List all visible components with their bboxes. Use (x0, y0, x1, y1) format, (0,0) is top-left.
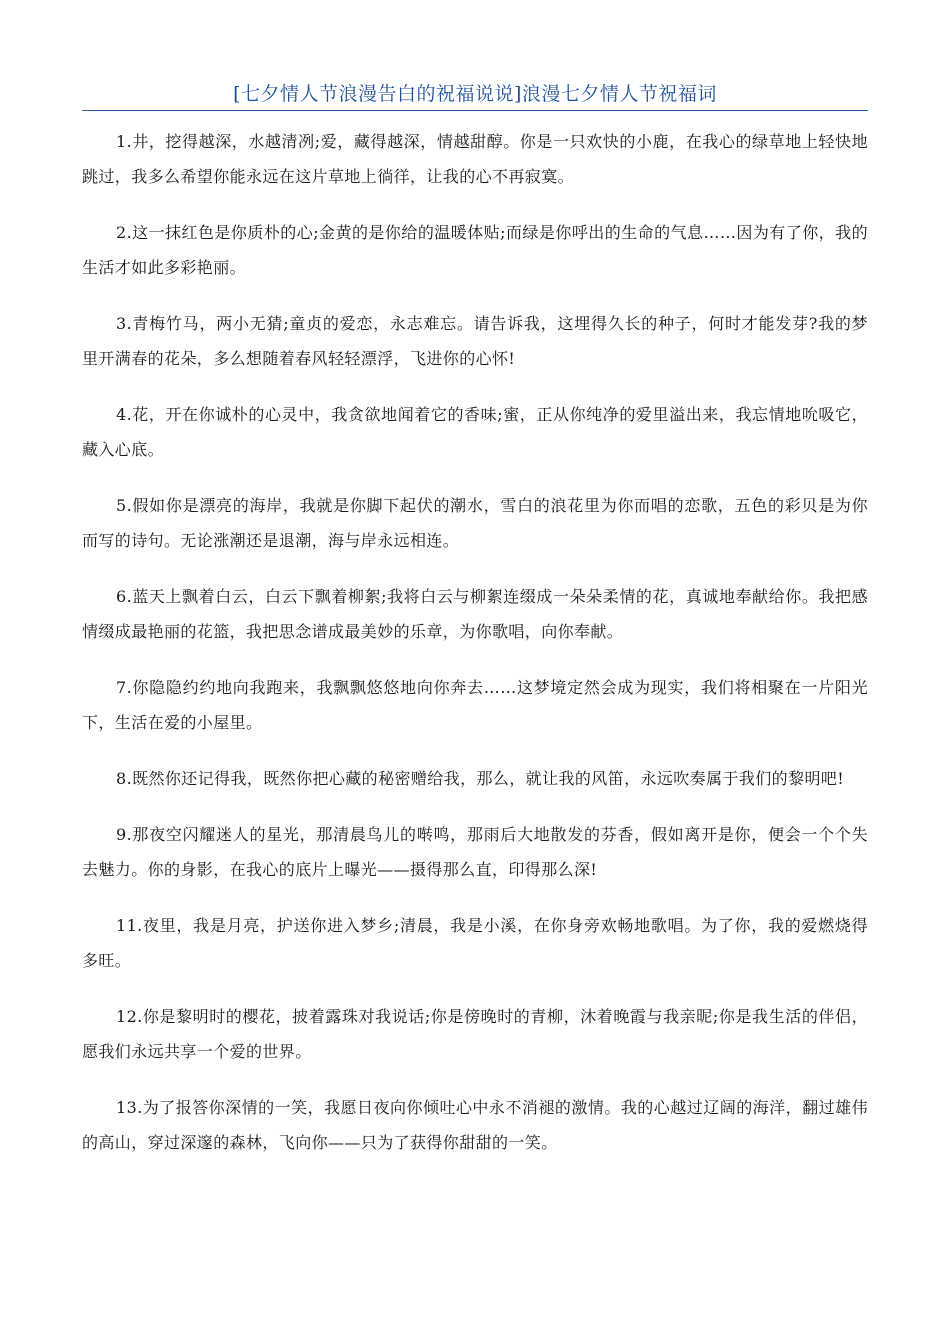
document-title: [七夕情人节浪漫告白的祝福说说]浪漫七夕情人节祝福词 (233, 83, 717, 105)
paragraph-3: 3.青梅竹马，两小无猜;童贞的爱恋，永志难忘。请告诉我，这埋得久长的种子，何时才能发芽?我的梦里开满春的花朵，多么想随着春风轻轻漂浮，飞进你的心怀! (82, 314, 868, 368)
paragraph-9: 9.那夜空闪耀迷人的星光，那清晨鸟儿的啭鸣，那雨后大地散发的芬香，假如离开是你，便会一个个失去魅力。你的身影，在我心的底片上曝光——摄得那么直，印得那么深! (82, 825, 868, 879)
paragraph-5: 5.假如你是漂亮的海岸，我就是你脚下起伏的潮水，雪白的浪花里为你而唱的恋歌，五色的彩贝是为你而写的诗句。无论涨潮还是退潮，海与岸永远相连。 (82, 496, 868, 550)
paragraph-4: 4.花，开在你诚朴的心灵中，我贪欲地闻着它的香味;蜜，正从你纯净的爱里溢出来，我忘情地吮吸它，藏入心底。 (82, 405, 868, 459)
paragraph-6: 6.蓝天上飘着白云，白云下飘着柳絮;我将白云与柳絮连缀成一朵朵柔情的花，真诚地奉献给你。我把感情缀成最艳丽的花篮，我把思念谱成最美妙的乐章，为你歌唱，向你奉献。 (82, 587, 868, 641)
paragraph-2: 2.这一抹红色是你质朴的心;金黄的是你给的温暖体贴;而绿是你呼出的生命的气息……因为有了你，我的生活才如此多彩艳丽。 (82, 223, 868, 277)
title-underline (82, 110, 868, 111)
paragraph-13: 13.为了报答你深情的一笑，我愿日夜向你倾吐心中永不消褪的激情。我的心越过辽阔的海洋，翻过雄伟的高山，穿过深邃的森林，飞向你——只为了获得你甜甜的一笑。 (82, 1098, 868, 1152)
paragraph-1: 1.井，挖得越深，水越清冽;爱，藏得越深，情越甜醇。你是一只欢快的小鹿，在我心的绿草地上轻快地跳过，我多么希望你能永远在这片草地上徜徉，让我的心不再寂寞。 (82, 132, 868, 186)
paragraph-12: 12.你是黎明时的樱花，披着露珠对我说话;你是傍晚时的青柳，沐着晚霞与我亲昵;你是我生活的伴侣，愿我们永远共享一个爱的世界。 (82, 1007, 868, 1061)
document-body (82, 124, 868, 1181)
paragraph-8: 8.既然你还记得我，既然你把心藏的秘密赠给我，那么，就让我的风笛，永远吹奏属于我们的黎明吧! (116, 769, 845, 788)
paragraph-11: 11.夜里，我是月亮，护送你进入梦乡;清晨，我是小溪，在你身旁欢畅地歌唱。为了你，我的爱燃烧得多旺。 (82, 916, 868, 970)
paragraph-7: 7.你隐隐约约地向我跑来，我飘飘悠悠地向你奔去……这梦境定然会成为现实，我们将相聚在一片阳光下，生活在爱的小屋里。 (82, 678, 868, 732)
